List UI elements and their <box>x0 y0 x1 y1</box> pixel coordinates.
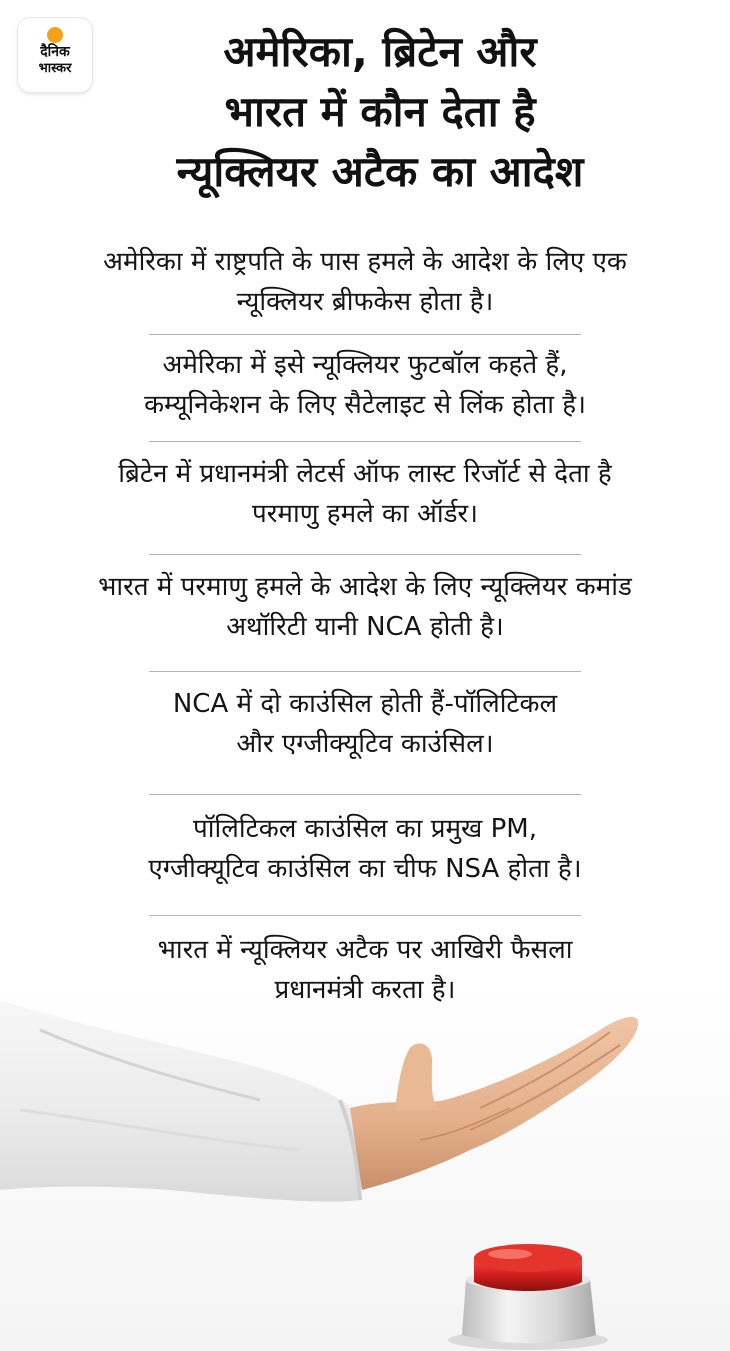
dainik-bhaskar-logo <box>18 18 92 92</box>
fact-text: कम्यूनिकेशन के लिए सैटेलाइट से लिंक होता है। <box>144 390 586 420</box>
fact-text: भारत में परमाणु हमले के आदेश के लिए न्यूक्लियर कमांड <box>98 572 632 602</box>
fact-text: एग्जीक्यूटिव काउंसिल का चीफ NSA होता है। <box>148 854 582 884</box>
thumb-shape <box>395 1043 440 1110</box>
fact-text: अमेरिका में राष्ट्रपति के पास हमले के आदेश के लिए एक <box>103 247 627 277</box>
sun-icon <box>47 27 63 43</box>
fact-text: न्यूक्लियर ब्रीफकेस होता है। <box>236 287 494 317</box>
fact-text: भारत में न्यूक्लियर अटैक पर आखिरी फैसला <box>157 935 573 965</box>
logo-text-line1: दैनिक <box>40 44 70 60</box>
fact-item <box>0 555 730 671</box>
fact-text: अमेरिका में इसे न्यूक्लियर फुटबॉल कहते हैं, <box>162 350 568 380</box>
fact-item <box>0 795 730 915</box>
hand-and-button-illustration <box>0 990 730 1351</box>
button-cap-highlight <box>488 1249 532 1259</box>
headline <box>100 22 660 202</box>
illustration-svg <box>0 990 730 1351</box>
fact-item <box>0 335 730 441</box>
button-cap-top <box>474 1244 582 1272</box>
fact-item <box>0 672 730 794</box>
fact-text: और एग्जीक्यूटिव काउंसिल। <box>236 729 494 759</box>
fact-item <box>0 236 730 334</box>
facts-list <box>0 236 730 1022</box>
fact-item <box>0 442 730 554</box>
headline-line-3: न्यूक्लियर अटैक का आदेश <box>176 147 584 196</box>
fact-text: परमाणु हमले का ऑर्डर। <box>252 499 478 529</box>
fact-text: प्रधानमंत्री करता है। <box>274 975 456 1005</box>
fact-text: पॉलिटिकल काउंसिल का प्रमुख PM, <box>193 814 537 844</box>
headline-line-2: भारत में कौन देता है <box>224 87 536 136</box>
logo-text-line2: भास्कर <box>38 61 72 76</box>
fact-text: ब्रिटेन में प्रधानमंत्री लेटर्स ऑफ लास्ट रिजॉर्ट से देता है <box>118 459 612 489</box>
headline-line-1: अमेरिका, ब्रिटेन और <box>223 27 537 76</box>
fact-text: अथॉरिटी यानी NCA होती है। <box>226 612 504 642</box>
fact-text: NCA में दो काउंसिल होती हैं-पॉलिटिकल <box>172 689 558 719</box>
sleeve-shape <box>0 1000 362 1202</box>
